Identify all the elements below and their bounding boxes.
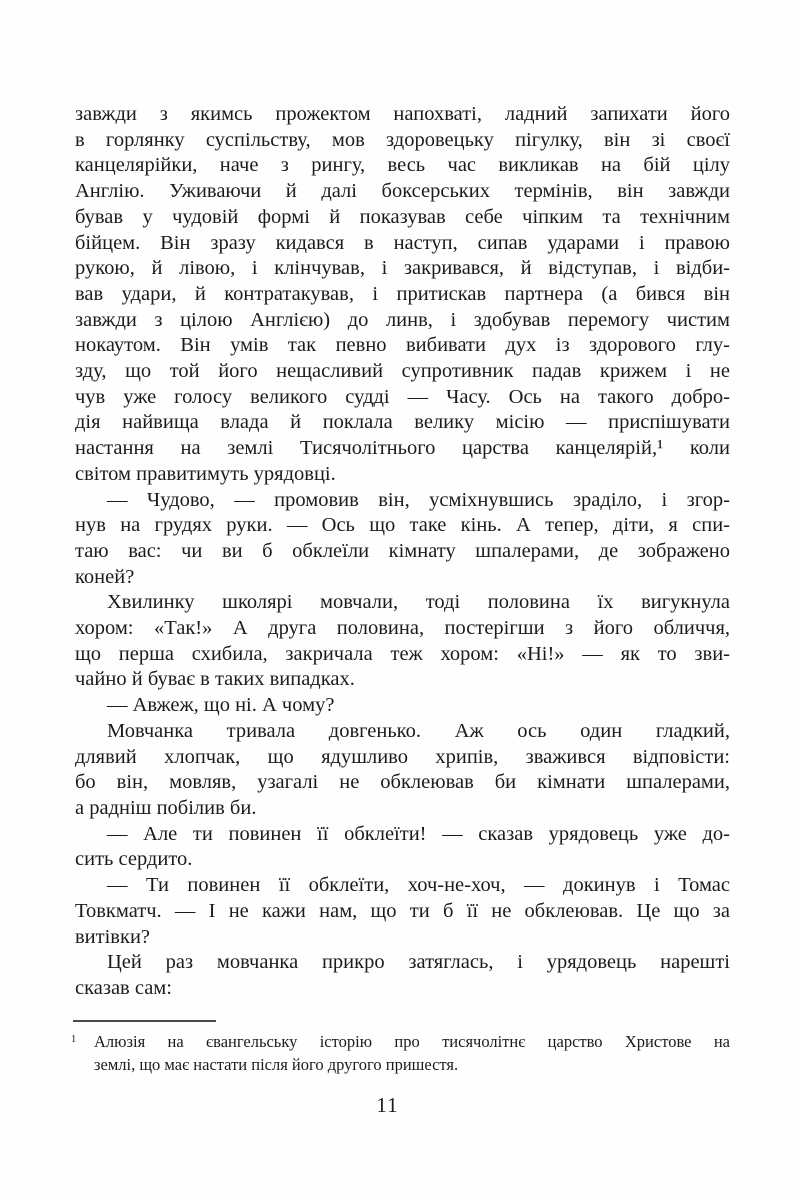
paragraph bbox=[75, 950, 730, 1001]
paragraph bbox=[75, 719, 730, 822]
text-line: нув на грудях руки. — Ось що таке кінь. А тепер, діти, я спи- bbox=[75, 514, 730, 537]
text-line: що перша схибила, закричала теж хором: «Ні!» — як то зви- bbox=[75, 642, 730, 665]
text-line: дія найвища влада й поклала велику місію — приспішувати bbox=[75, 411, 730, 434]
text-line: Хвилинку школярі мовчали, тоді половина їх вигукнула bbox=[107, 591, 730, 614]
text-line: бував у чудовій формі й показував себе чіпким та технічним bbox=[75, 205, 730, 228]
paragraph bbox=[75, 693, 730, 719]
text-line: Товкматч. — І не кажи нам, що ти б її не обклеював. Це що за bbox=[75, 899, 730, 922]
text-line: вав удари, й контратакував, і притискав партнера (а бився він bbox=[75, 282, 730, 305]
text-line: Цей раз мовчанка прикро затяглась, і урядовець нарешті bbox=[107, 951, 730, 974]
text-line: — Чудово, — промовив він, усміхнувшись зраділо, і згор- bbox=[107, 488, 730, 511]
paragraph bbox=[75, 102, 730, 488]
footnote-marker: 1 bbox=[71, 1034, 77, 1045]
paragraph bbox=[75, 873, 730, 950]
text-line: витівки? bbox=[75, 925, 151, 948]
text-line: хором: «Так!» А друга половина, постерігши з його обличчя, bbox=[75, 617, 730, 640]
text-line: Мовчанка тривала довгенько. Аж ось один гладкий, bbox=[107, 719, 730, 742]
text-line: сить сердито. bbox=[75, 848, 193, 871]
text-line: світом правитимуть урядовці. bbox=[75, 462, 336, 485]
footnote-divider bbox=[73, 1020, 216, 1022]
footnote-line: Алюзія на євангельську історію про тисячолітнє царство Христове на bbox=[94, 1032, 730, 1051]
text-line: Англію. Уживаючи й далі боксерських термінів, він завжди bbox=[75, 180, 730, 203]
text-line: в горлянку суспільству, мов здоровецьку пігулку, він зі своєї bbox=[75, 128, 730, 151]
text-line: — Авжеж, що ні. А чому? bbox=[107, 694, 335, 717]
text-line: длявий хлопчак, що ядушливо хрипів, зважився відповісти: bbox=[75, 745, 730, 768]
text-line: — Але ти повинен її обклеїти! — сказав урядовець уже до- bbox=[107, 822, 730, 845]
text-line: завжди з цілою Англією) до линв, і здобував перемогу чистим bbox=[75, 308, 730, 331]
paragraph bbox=[75, 488, 730, 591]
body-text bbox=[75, 102, 730, 1002]
footnote-text bbox=[75, 1031, 730, 1076]
text-line: настання на землі Тисячолітнього царства канцелярій,¹ коли bbox=[75, 437, 730, 460]
text-line: чув уже голосу великого судді — Часу. Ось на такого добро- bbox=[75, 385, 730, 408]
text-line: бійцем. Він зразу кидався в наступ, сипав ударами і правою bbox=[75, 231, 730, 254]
text-line: чайно й буває в таких випадках. bbox=[75, 668, 355, 691]
text-line: канцелярійки, наче з рингу, весь час викликав на бій цілу bbox=[75, 154, 730, 177]
text-line: завжди з якимсь прожектом напохваті, ладний запихати його bbox=[75, 103, 730, 125]
text-line: нокаутом. Він умів так певно вибивати дух із здорового глу- bbox=[75, 334, 730, 357]
text-line: таю вас: чи ви б обклеїли кімнату шпалерами, де зображено bbox=[75, 539, 730, 562]
page-number: 11 bbox=[376, 1093, 399, 1117]
text-line: а радніш побілив би. bbox=[75, 796, 257, 819]
paragraph bbox=[75, 822, 730, 873]
footnote bbox=[71, 1031, 730, 1076]
text-line: коней? bbox=[75, 565, 135, 588]
text-line: сказав сам: bbox=[75, 976, 172, 999]
text-line: зду, що той його нещасливий супротивник падав крижем і не bbox=[75, 360, 730, 383]
text-line: рукою, й лівою, і клінчував, і закривався, й відступав, і відби- bbox=[75, 257, 730, 280]
text-line: — Ти повинен її обклеїти, хоч-не-хоч, — докинув і Томас bbox=[107, 874, 730, 897]
paragraph bbox=[75, 590, 730, 693]
text-line: бо він, мовляв, узагалі не обклеював би кімнати шпалерами, bbox=[75, 771, 730, 794]
footnote-line: землі, що має настати після його другого пришестя. bbox=[94, 1054, 459, 1074]
